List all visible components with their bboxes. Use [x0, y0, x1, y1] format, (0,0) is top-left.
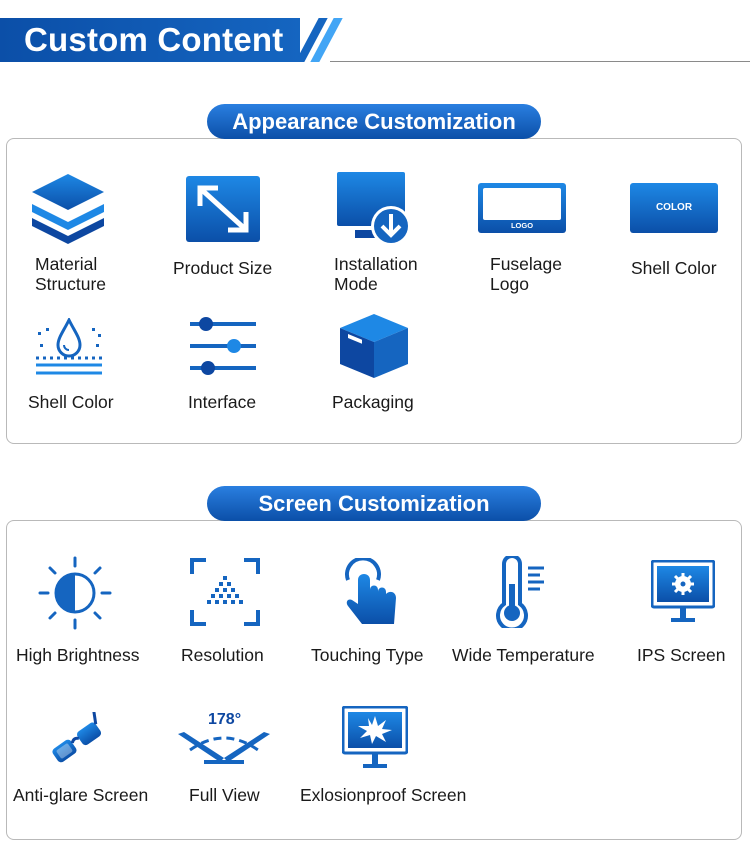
monitor-download-icon [337, 172, 413, 246]
appearance-section-title: Appearance Customization [207, 104, 541, 139]
appearance-item-label: Shell Color [631, 258, 717, 278]
screen-item-label: Exlosionproof Screen [300, 785, 467, 805]
droplet-icon [34, 318, 104, 376]
ips-monitor-icon [651, 560, 715, 624]
appearance-item-label: Product Size [173, 258, 273, 278]
box-icon [338, 312, 410, 380]
screen-section-title: Screen Customization [207, 486, 541, 521]
touch-icon [342, 558, 400, 628]
thermometer-icon [492, 556, 548, 628]
appearance-item-label: Interface [188, 392, 257, 412]
appearance-item-label: Fuselage Logo [490, 254, 562, 294]
appearance-item-label: Shell Color [28, 392, 114, 412]
appearance-item-label: Material Structure [35, 254, 106, 294]
view-angle-icon [176, 730, 272, 768]
color-badge-text: COLOR [655, 202, 693, 213]
appearance-item-label: Packaging [332, 392, 414, 412]
explosion-monitor-icon [342, 706, 408, 770]
screen-item-label: Full View [189, 785, 260, 805]
brightness-icon [38, 556, 112, 630]
page-title: Custom Content [24, 21, 284, 58]
appearance-item-label: Installation Mode [334, 254, 418, 294]
layers-icon [30, 172, 106, 244]
glasses-icon [46, 712, 108, 770]
view-angle-label: 178° [208, 711, 242, 728]
resolution-icon [190, 558, 260, 626]
resize-icon [186, 176, 260, 242]
color-card-icon [630, 183, 718, 233]
screen-item-label: Wide Temperature [452, 645, 595, 665]
header-divider [330, 61, 750, 62]
screen-item-label: High Brightness [16, 645, 140, 665]
screen-item-label: Anti-glare Screen [13, 785, 149, 805]
sliders-icon [188, 316, 258, 376]
logo-screen-icon [478, 183, 566, 233]
screen-item-label: IPS Screen [637, 645, 726, 665]
screen-item-label: Touching Type [311, 645, 424, 665]
logo-badge-text: LOGO [510, 221, 534, 230]
screen-item-label: Resolution [181, 645, 264, 665]
